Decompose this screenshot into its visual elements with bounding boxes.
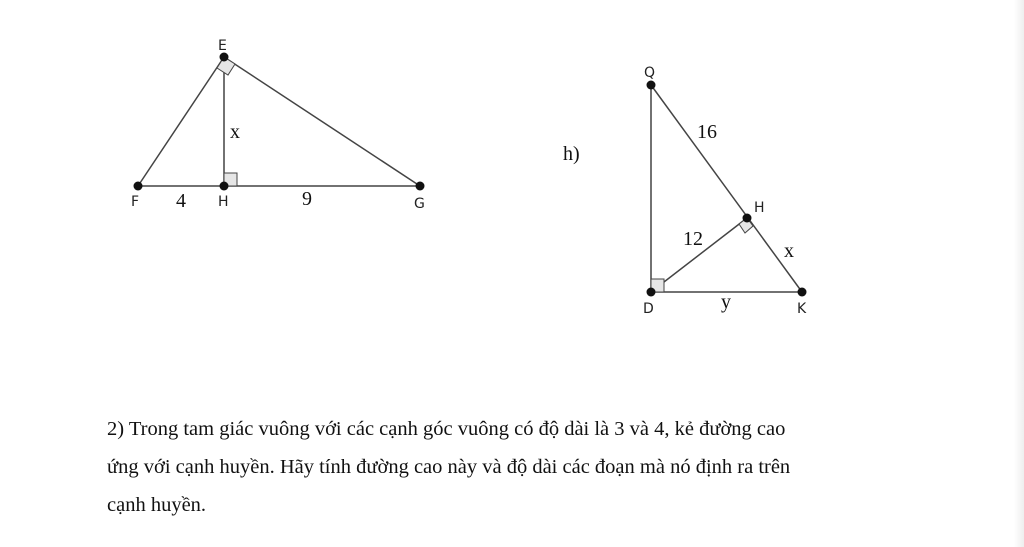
- figure-g: [138, 57, 420, 186]
- label-h2: H: [754, 200, 765, 216]
- problem-2: [107, 410, 927, 524]
- vertex-h2: [743, 214, 752, 223]
- vertex-f: [134, 182, 143, 191]
- vertex-h: [220, 182, 229, 191]
- segment-qk: [651, 85, 802, 292]
- problem-line-2: ứng với cạnh huyền. Hãy tính đường cao này và độ dài các đoạn mà nó định ra trên: [107, 456, 791, 478]
- label-h: H: [218, 194, 229, 210]
- label-f: F: [131, 194, 140, 210]
- segment-fe: [138, 57, 224, 186]
- problem-line-1: 2) Trong tam giác vuông với các cạnh góc vuông có độ dài là 3 và 4, kẻ đường cao: [107, 418, 786, 440]
- label-fh-length: 4: [176, 190, 186, 212]
- vertex-d: [647, 288, 656, 297]
- label-hk-length: x: [784, 240, 794, 262]
- label-d: D: [643, 301, 654, 317]
- vertex-k: [798, 288, 807, 297]
- label-q: Q: [644, 65, 656, 81]
- label-dh-length: 12: [683, 228, 703, 250]
- figure-g-vertices: [134, 53, 425, 191]
- segment-eg: [224, 57, 420, 186]
- problem-line-3: cạnh huyền.: [107, 494, 207, 516]
- label-eh-length: x: [230, 121, 240, 143]
- vertex-q: [647, 81, 656, 90]
- label-g: G: [414, 196, 425, 212]
- part-label-h: h): [563, 143, 580, 165]
- label-e: E: [218, 38, 227, 54]
- label-dk-length: y: [721, 291, 731, 313]
- label-k: K: [797, 301, 807, 317]
- label-qh-length: 16: [697, 121, 717, 143]
- label-hg-length: 9: [302, 188, 312, 210]
- vertex-g: [416, 182, 425, 191]
- figure-h: [651, 85, 802, 292]
